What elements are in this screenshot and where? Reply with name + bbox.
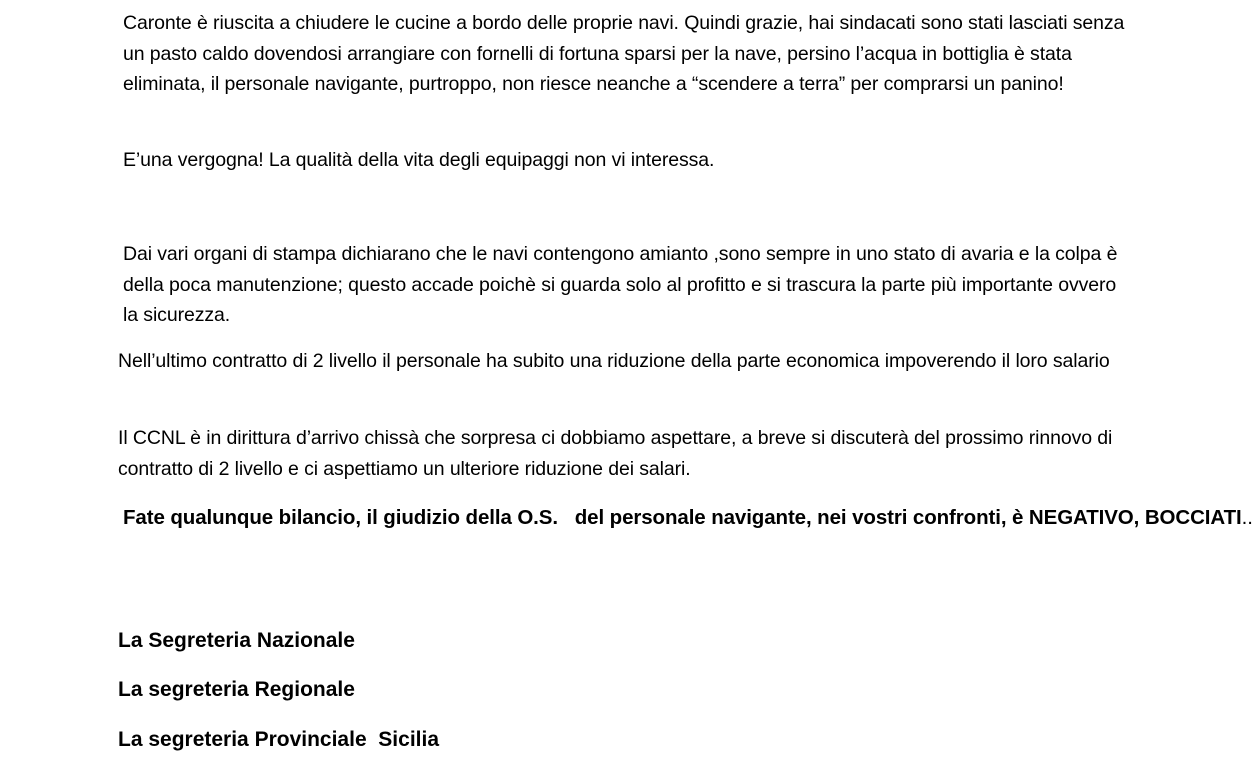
- paragraph-asbestos-safety: Dai vari organi di stampa dichiarano che le navi contengono amianto ,sono sempre in uno stato di avaria e la colpa è della poca manutenzione; questo accade poichè si guarda solo al profitto e si trascura la parte più importante ovvero la sicurezza.: [123, 243, 1118, 326]
- verdict-paragraph: [118, 502, 1253, 533]
- paragraph-ccnl: Il CCNL è in dirittura d’arrivo chissà che sorpresa ci dobbiamo aspettare, a breve si discuterà del prossimo rinnovo di contratto di 2 livello e ci aspettiamo un ulteriore riduzione dei salari.: [118, 427, 1113, 480]
- paragraph-shame: E’una vergogna! La qualità della vita degli equipaggi non vi interessa.: [123, 149, 715, 171]
- signature-provincial-secretariat: La segreteria Provinciale Sicilia: [118, 728, 439, 751]
- verdict-bold-text: Fate qualunque bilancio, il giudizio della O.S. del personale navigante, nei vostri confronti, è NEGATIVO, BOCCIATI: [123, 506, 1242, 529]
- paragraph-kitchens-closed: Caronte è riuscita a chiudere le cucine a bordo delle proprie navi. Quindi grazie, hai sindacati sono stati lasciati senza un pasto caldo dovendosi arrangiare con fornelli di fortuna sparsi per la nave, persino l’acqua in bottiglia è stata eliminata, il personale navigante, purtroppo, non riesce neanche a “scendere a terra” per comprarsi un panino!: [123, 12, 1125, 95]
- signature-regional-secretariat: La segreteria Regionale: [118, 678, 355, 701]
- signature-national-secretariat: La Segreteria Nazionale: [118, 629, 355, 652]
- paragraph-second-level-contract: Nell’ultimo contratto di 2 livello il personale ha subito una riduzione della parte economica impoverendo il loro salario: [118, 350, 1110, 372]
- verdict-trailing-dots: ..: [1241, 506, 1253, 529]
